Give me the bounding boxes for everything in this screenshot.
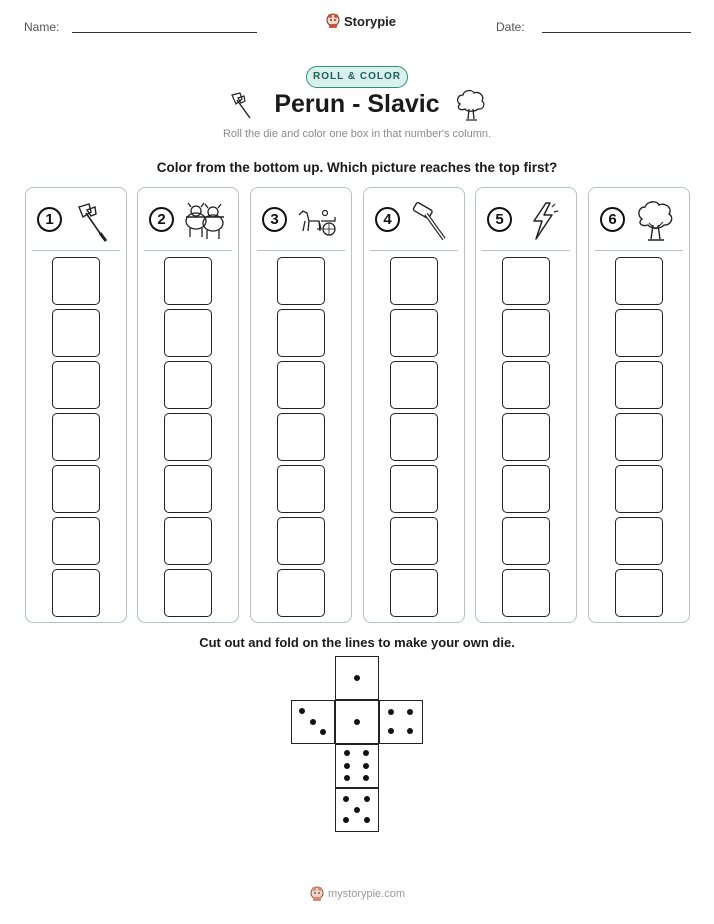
date-label: Date: — [496, 20, 525, 34]
color-box[interactable] — [615, 569, 663, 617]
die-pip — [343, 817, 349, 823]
oxen-icon — [182, 199, 228, 243]
activity-badge: ROLL & COLOR — [306, 66, 408, 88]
color-box[interactable] — [52, 517, 100, 565]
column-1 — [25, 187, 127, 623]
die-face-3 — [291, 700, 335, 744]
color-box[interactable] — [390, 309, 438, 357]
die-pip — [343, 796, 349, 802]
color-box[interactable] — [502, 569, 550, 617]
color-box[interactable] — [52, 465, 100, 513]
color-box[interactable] — [615, 257, 663, 305]
color-box[interactable] — [502, 257, 550, 305]
die-pip — [354, 675, 360, 681]
footer-url: mystorypie.com — [328, 888, 406, 900]
die-pip — [388, 728, 394, 734]
color-box[interactable] — [277, 569, 325, 617]
die-pip — [354, 719, 360, 725]
column-divider — [370, 250, 458, 251]
color-box[interactable] — [615, 309, 663, 357]
die-pip — [320, 729, 326, 735]
column-divider — [595, 250, 683, 251]
column-2 — [137, 187, 239, 623]
column-divider — [257, 250, 345, 251]
die-face-5 — [335, 788, 379, 832]
storypie-mascot-icon — [310, 886, 324, 902]
die-pip — [364, 796, 370, 802]
color-box[interactable] — [52, 361, 100, 409]
die-pip — [299, 708, 305, 714]
column-5 — [475, 187, 577, 623]
color-box[interactable] — [502, 413, 550, 461]
storypie-mascot-icon — [326, 13, 340, 29]
column-number: 3 — [262, 207, 287, 232]
die-face-1 — [335, 700, 379, 744]
die-face-6 — [335, 744, 379, 788]
column-header — [26, 188, 126, 250]
color-box[interactable] — [164, 361, 212, 409]
color-box[interactable] — [52, 569, 100, 617]
hammer-icon — [408, 199, 454, 243]
die-pip — [364, 817, 370, 823]
die-pip — [407, 709, 413, 715]
color-box[interactable] — [277, 413, 325, 461]
column-divider — [144, 250, 232, 251]
color-box[interactable] — [502, 361, 550, 409]
column-header — [251, 188, 351, 250]
oak-tree-icon — [454, 89, 488, 123]
die-pip — [344, 775, 350, 781]
name-label: Name: — [24, 20, 60, 34]
die-pip — [363, 763, 369, 769]
color-box[interactable] — [390, 517, 438, 565]
die-pip — [344, 750, 350, 756]
color-box[interactable] — [164, 569, 212, 617]
subtitle: Roll the die and color one box in that number's column. — [222, 128, 492, 140]
die-face-1 — [335, 656, 379, 700]
column-divider — [32, 250, 120, 251]
die-pip — [344, 763, 350, 769]
color-box[interactable] — [390, 361, 438, 409]
color-box[interactable] — [615, 465, 663, 513]
color-box[interactable] — [615, 413, 663, 461]
lightning-icon — [520, 199, 566, 243]
cut-instruction: Cut out and fold on the lines to make your own die. — [199, 635, 515, 650]
footer — [310, 886, 405, 902]
die-pip — [363, 775, 369, 781]
die-pip — [363, 750, 369, 756]
oak-tree-icon — [633, 199, 679, 243]
color-box[interactable] — [390, 413, 438, 461]
column-number: 1 — [37, 207, 62, 232]
color-box[interactable] — [277, 465, 325, 513]
axe-icon — [70, 199, 116, 243]
name-line[interactable] — [72, 32, 257, 33]
color-box[interactable] — [164, 413, 212, 461]
column-number: 5 — [487, 207, 512, 232]
color-box[interactable] — [164, 309, 212, 357]
column-header — [476, 188, 576, 250]
die-pip — [310, 719, 316, 725]
column-header — [589, 188, 689, 250]
column-number: 2 — [149, 207, 174, 232]
column-3 — [250, 187, 352, 623]
horse-cart-icon — [295, 199, 341, 243]
column-4 — [363, 187, 465, 623]
page-title: Perun - Slavic — [274, 90, 440, 118]
column-number: 6 — [600, 207, 625, 232]
color-box[interactable] — [277, 361, 325, 409]
color-box[interactable] — [615, 361, 663, 409]
column-number: 4 — [375, 207, 400, 232]
column-6 — [588, 187, 690, 623]
column-header — [138, 188, 238, 250]
date-line[interactable] — [542, 32, 691, 33]
color-box[interactable] — [615, 517, 663, 565]
color-box[interactable] — [164, 257, 212, 305]
color-box[interactable] — [164, 465, 212, 513]
color-box[interactable] — [277, 517, 325, 565]
brand-logo — [326, 13, 396, 29]
die-pip — [407, 728, 413, 734]
color-box[interactable] — [390, 465, 438, 513]
color-box[interactable] — [164, 517, 212, 565]
color-box[interactable] — [52, 257, 100, 305]
brand-name: Storypie — [344, 13, 397, 29]
color-box[interactable] — [277, 257, 325, 305]
instruction: Color from the bottom up. Which picture reaches the top first? — [156, 160, 558, 175]
column-divider — [482, 250, 570, 251]
color-box[interactable] — [502, 309, 550, 357]
die-pip — [388, 709, 394, 715]
color-box[interactable] — [277, 309, 325, 357]
color-box[interactable] — [52, 309, 100, 357]
color-box[interactable] — [390, 257, 438, 305]
die-face-4 — [379, 700, 423, 744]
color-box[interactable] — [390, 569, 438, 617]
color-box[interactable] — [502, 517, 550, 565]
column-header — [364, 188, 464, 250]
color-box[interactable] — [52, 413, 100, 461]
color-box[interactable] — [502, 465, 550, 513]
die-pip — [354, 807, 360, 813]
